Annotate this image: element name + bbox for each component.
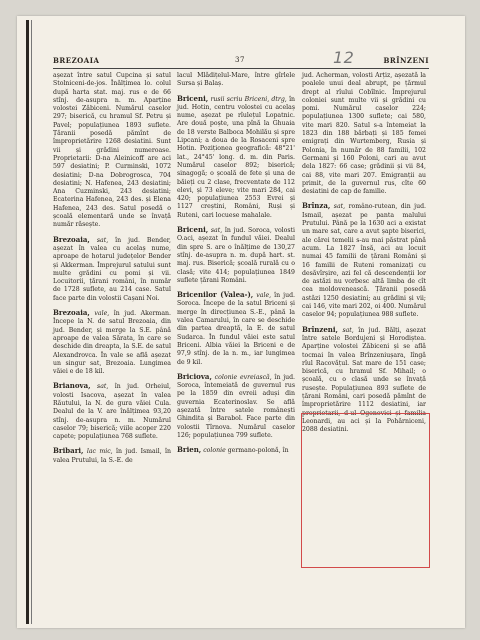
entry-type: lac mic, xyxy=(86,448,113,456)
entry-type: colonie xyxy=(203,447,226,455)
entry-text: lacul Mlădițelul-Mare, între gîrlele Sursa și Balaș. xyxy=(177,72,295,88)
entry-type: rusii scriu Briceni, dtrg, xyxy=(210,95,287,103)
highlight-box xyxy=(301,413,430,568)
entry-text: în jud. Bender, așezat în valea cu acelaș nume, aproape de hotarul județelor Bender și Akkerman. Împrejurul satului sunt multe grădini cu pomi și vii. Locuitorii, țărani români, în număr de 1728 suflete, au 214 case. Satul face parte din volostii Cașani Noi. xyxy=(53,236,171,302)
entry-type: sat, xyxy=(342,326,354,334)
dictionary-entry xyxy=(177,226,295,285)
dictionary-entry xyxy=(53,236,171,303)
dictionary-entry xyxy=(53,309,171,376)
header-rule xyxy=(53,68,429,69)
header-left: BREZOAIA xyxy=(53,56,100,65)
entry-text: în jud. Soroca, întemeiată de guvernul rus pe la 1859 din evreii aduși din guvernia Ecaterinoslav. Se află așezată între satele românești Ghindita și Barabol. Face parte din volostii Tîrnova. Numărul caselor 126; populațiunea 799 suflete. xyxy=(177,373,296,439)
page-header xyxy=(53,48,429,68)
page-number: 37 xyxy=(235,56,245,64)
entry-type: sat, xyxy=(97,383,109,391)
entry-text: germano-polonă, în xyxy=(227,447,289,455)
entry-type: sat, xyxy=(96,236,109,244)
dictionary-entry xyxy=(177,446,295,455)
entry-headword: Brien, xyxy=(177,445,202,455)
dictionary-entry xyxy=(53,382,171,441)
handwritten-number: 12 xyxy=(333,48,355,67)
column-1 xyxy=(53,72,171,471)
entry-headword: Bribari, xyxy=(53,446,84,456)
column-3 xyxy=(302,72,426,440)
entry-headword: Brianova, xyxy=(53,381,91,391)
entry-type: vale, xyxy=(256,292,272,300)
header-right: BRÎNZENI xyxy=(383,56,429,65)
entry-text: în jud. Soroca, volosti O.aci, așezat în fundul văiei. Dealul din spre S. are o înălțime de 130,27 stînj. de-asupra n. m. după hart. st. maj. rus. Biserică; școală rurală cu o clasă; vite 414; populațiunea 1849 suflete țărani Români. xyxy=(177,227,296,284)
dictionary-entry xyxy=(302,72,426,196)
entry-headword: Bricenilor (Valea-), xyxy=(177,290,254,300)
entry-headword: Brînzeni, xyxy=(302,324,338,334)
entry-headword: Brînza, xyxy=(302,201,331,211)
dictionary-entry xyxy=(302,202,426,319)
entry-text: româno-rutean, din jud. Ismail, așezat pe panta malului Prutului. Până pe la 1630 aci a existat un mare sat, care a avut șapte biserici, ale cărei temelii s-au mai păstrat până acum. La 1827 însă, aci au locuit numai 45 familii de țărani Români și 16 familii de Ruteni romanizați cu desăvîrșire, azi fel că descendenții lor de astăzi nu vorbesc altă limba de cît cea moldovenească. Țăranii posedă astăzi 1250 desiatini; au grădini și vii; cai 146, vite mari 202, oi 400. Numărul caselor 94; populațiunea 988 suflete. xyxy=(302,203,427,319)
entry-text: în jud. Bălți, așezat între satele Bordujeni și Horodiștea. Aparține volostei Zăbiceni și se află tocmai în valea Brînzeniușara, lîngă rîul Racovățul. Sat mare de 151 case; biserică, cu hramul Sf. Mihail; o școală, cu o clasă unde se învață rusește. Populațiunea 893 suflete de țărani Români, cari posedă pămînt de împroprietărire 1112 desiatini, iar proprietarii, d-ul Ogonovici și familia Leonardi, au aci și la Pohărniceni, 2088 desiatini. xyxy=(302,326,427,434)
entry-headword: Briceni, xyxy=(177,225,209,235)
dictionary-entry xyxy=(177,72,295,89)
dictionary-entry xyxy=(53,447,171,465)
entry-text: jud. Acherman, volosti Arțiz, așezată la poalele unui deal abrupt, pe țărmul drept al rîului Cobîlnic. Împrejurul coloniei sunt multe vii și grădini cu pomi. Numărul caselor 224; populațiunea 1300 suflete; cai 580, vite mari 820. Satul s-a întemeiat la 1823 din 188 bărbați și 185 femei emigrați din Wurtemberg, Rusia și Polonia, în număr de 88 familii, 102 Germani și 160 Poloni, cari au avut dela 1827: 66 case; grădinii și vii 84, cai 88, vite mari 207. Emigranții au primit, de la guvernul rus, cîte 60 desiatini de cap de familie. xyxy=(302,72,426,196)
entry-type: sat, xyxy=(333,203,346,211)
binding-edge xyxy=(26,20,29,624)
entry-headword: Briciova, xyxy=(177,371,212,381)
entry-type: vale, xyxy=(94,310,110,318)
dictionary-entry xyxy=(53,72,171,230)
entry-text: în jud. Orheiul, volosti Isacova, așezat în valea Răutului, la N. de gura văiei Cula. Dealul de la V. are înălțimea 93,20 stînj. de-asupra n. m. Numărul caselor 79; biserică; viile acoper 220 capete; populațiunea 768 suflete. xyxy=(53,383,171,441)
book-page xyxy=(17,16,465,628)
dictionary-entry xyxy=(177,95,295,220)
entry-text: așezat între satul Cupcina și satul Stolniceni-de-jos. Înălțimea lo. colul după harta stat. maj. rus e de 66 stînj. de-asupra n. m. Aparține volostei Zăbiceni. Numărul caselor 297; biserică, cu hramul Sf. Petru și Pavel; populațiunea 1893 suflete. Țăranii posedă pămînt de împroprietărire 1268 desiatini. Sunt vii și grădini numeroase. Proprietarii: D-na Aleinicoff are aci 597 desiatini; P. Curminski, 1072 desiatini; D-na Dobrogrosca, 704 desiatini; N. Hafenea, 243 desiatini; Ana Cuzminski, 243 desiatini; Ecaterina Hafenea, 243 des. și Elena Hafenea, 243 des. Satul posedă o școală elementară unde se învață număr răsește. xyxy=(53,72,171,229)
entry-type: sat, xyxy=(210,227,223,235)
entry-headword: Briceni, xyxy=(177,93,209,103)
entry-text: în jud. Hotin, centru volostei cu acelaș nume, așezat pe rîulețul Lopatnic. Are două poște, una pînă la Ghuaia de 18 verste Balboca Mohilău și spre Lipcani; a doua de la Rosaceni spre Hotin. Poziționea geografică: 48°21' lat., 24°45' long. d. m. din Paris. Numărul caselor 892; biserică; sinagogă; o școală de fete și una de băieți cu 2 clase, frecventate de 112 elevi, și 73 eleve; vite mari 284, cai 420; populațiunea 2553 Evrei și 1127 creștini, Români, Ruși și Ruteni, cari locuese mahalale. xyxy=(177,95,296,219)
column-2 xyxy=(177,72,295,461)
entry-text: în jud. Ismail, în valea Prutului, la S.-E. de xyxy=(53,448,172,464)
entry-text: în jud. Akerman. Începe la N. de satul Brezoaia, din jud. Bender, și merge la S.E. până aproape de valea Sărata, în care se deschide din dreapta, la S.E. de satul Alexandrovca. În vale se află așezat un singur sat, Brezoaia. Lungimea văiei e de 18 kil. xyxy=(53,310,171,376)
binding-edge-line xyxy=(31,20,32,624)
entry-headword: Brezoaia, xyxy=(53,308,90,318)
entry-headword: Brezoaia, xyxy=(53,234,90,244)
dictionary-entry xyxy=(177,373,295,440)
dictionary-entry xyxy=(177,291,295,367)
entry-text: în jud. Soroca. Începe de la satul Briceni și merge în direcțiunea S.-E., până la valea Camarului, în care se deschide din partea dreaptă, la E. de satul Sudarca. În fundul văiei este satul Briceni. Albia văiei la Briceni e de 97,9 stînj. de la n. m., iar lungimea de 9 kil. xyxy=(177,292,295,366)
entry-type: colonie evreiască, xyxy=(214,373,272,381)
